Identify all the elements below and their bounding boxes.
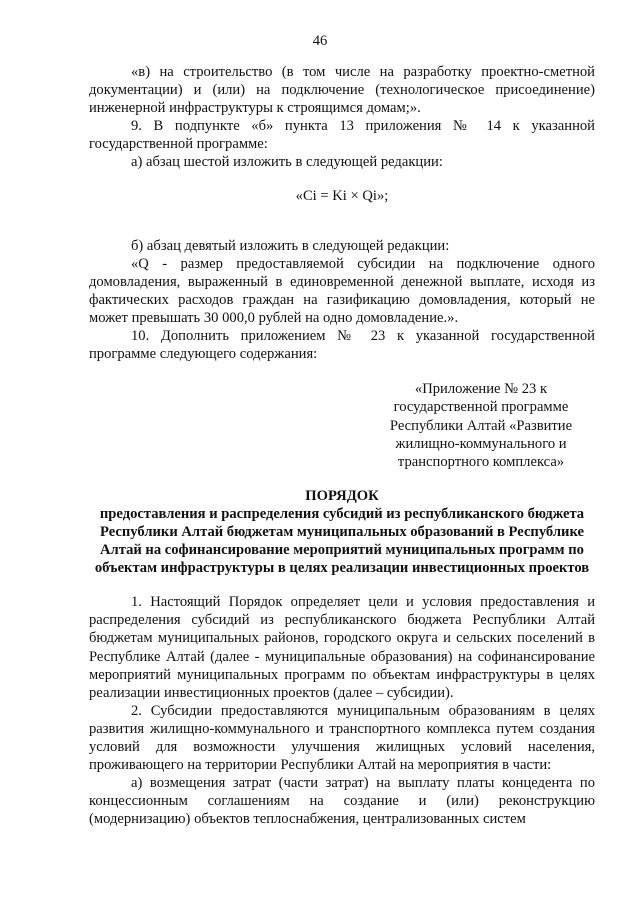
- paragraph-point-1: 1. Настоящий Порядок определяет цели и условия предоставления и распределения субсидий из республиканского бюджета Республики Алтай бюджетам муниципальных районов, городского округа и сельских поселений в Республике Алтай (далее - муниципальные образования) на софинансирование мероприятий муниципальных программ по объектам инфраструктуры в целях реализации инвестиционных проектов (далее – субсидии).: [89, 594, 595, 701]
- document-body: [89, 63, 595, 828]
- document-title: ПОРЯДОК: [305, 487, 379, 504]
- paragraph-point-2: 2. Субсидии предоставляются муниципальным образованиям в целях развития жилищно-коммунального и транспортного комплекса путем создания условий для возможности улучшения жилищных условий населения, проживающего на территории Республики Алтай на мероприятия в части:: [89, 702, 595, 774]
- paragraph-sub-b: б) абзац девятый изложить в следующей редакции:: [131, 237, 450, 254]
- paragraph-q-definition: «Q - размер предоставляемой субсидии на подключение одного домовладения, выраженный в единовременной денежной выплате, исходя из фактических расходов граждан на газификацию домовладения, который не может превышать 30 000,0 рублей на одно домовладение.».: [89, 255, 595, 327]
- paragraph-sub-a: а) абзац шестой изложить в следующей редакции:: [131, 154, 443, 171]
- paragraph-item-9: 9. В подпункте «б» пункта 13 приложения № 14 к указанной государственной программе:: [89, 118, 595, 153]
- appendix-caption: «Приложение № 23 к государственной программе Республики Алтай «Развитие жилищно-коммунального и транспортного комплекса»: [389, 381, 573, 470]
- document-subtitle: предоставления и распределения субсидий из республиканского бюджета Республики Алтай бюджетам муниципальных образований в Республике Алтай на софинансирование мероприятий муниципальных программ по объектам инфраструктуры в целях реализации инвестиционных проектов: [94, 505, 590, 577]
- formula: «Ci = Ki × Qi»;: [295, 187, 389, 204]
- paragraph-item-10: 10. Дополнить приложением № 23 к указанной государственной программе следующего содержания:: [89, 328, 595, 363]
- paragraph-point-2a: а) возмещения затрат (части затрат) на выплату платы концедента по концессионным соглашениям на создание и (или) реконструкцию (модернизацию) объектов теплоснабжения, централизованных систем: [89, 775, 595, 828]
- paragraph-construction-item: «в) на строительство (в том числе на разработку проектно-сметной документации) и (или) на подключение (технологическое присоединение) инженерной инфраструктуры к строящимся домам;».: [89, 64, 595, 117]
- page-number: 46: [312, 33, 328, 49]
